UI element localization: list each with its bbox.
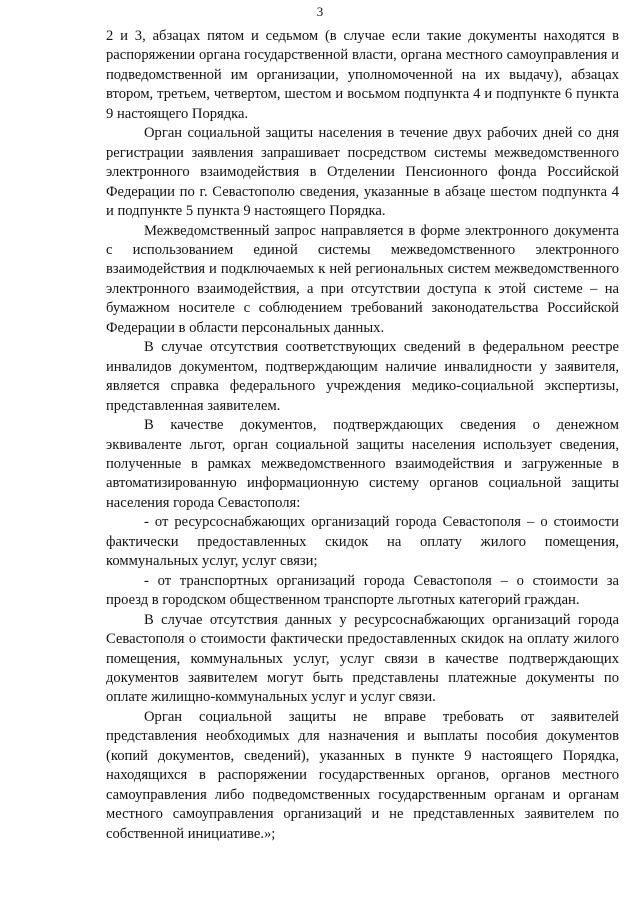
page-number: 3 (316, 4, 324, 19)
document-body (106, 27, 619, 844)
list-item-resource-organizations: - от ресурсоснабжающих организаций города Севастополя – о стоимости фактически предоставленных скидок на оплату жилого помещения, коммунальных услуг, услуг связи; (106, 514, 619, 570)
list-item-transport-organizations: - от транспортных организаций города Севастополя – о стоимости за проезд в городском общественном транспорте льготных категорий граждан. (106, 572, 619, 609)
paragraph-prohibition-requirements: Орган социальной защиты не вправе требовать от заявителей представления необходимых для назначения и выплаты пособия документов (копий документов, сведений), указанных в пункте 9 настоящего Порядка, находящихся в распоряжении государственных органов, органов местного самоуправления либо подведомственных государственным органам и органам местного самоуправления организаций и не представленных заявителем по собственной инициативе.»; (106, 708, 619, 842)
paragraph-continuation: 2 и 3, абзацах пятом и седьмом (в случае если такие документы находятся в распоряжении органа государственной власти, органа местного самоуправления и подведомственной им организации, уполномоченной на их выдачу), абзацах втором, третьем, четвертом, шестом и восьмом подпункта 4 и подпункте 6 пункта 9 настоящего Порядка. (106, 28, 619, 122)
paragraph-disability-certificate: В случае отсутствия соответствующих сведений в федеральном реестре инвалидов документом, подтверждающим наличие инвалидности у заявителя, является справка федерального учреждения медико-социальной экспертизы, представленная заявителем. (106, 339, 619, 414)
paragraph-payment-documents: В случае отсутствия данных у ресурсоснабжающих организаций города Севастополя о стоимости фактически предоставленных скидок на оплату жилого помещения, коммунальных услуг, услуг связи в качестве подтверждающих документов заявителем могут быть представлены платежные документы по оплате жилищно-коммунальных услуг и услуг связи. (106, 611, 619, 706)
paragraph-benefit-equivalent-sources: В качестве документов, подтверждающих сведения о денежном эквиваленте льгот, орган социальной защиты населения использует сведения, полученные в рамках межведомственного взаимодействия и загруженные в автоматизированную информационную систему органов социальной защиты населения города Севастополя: (106, 417, 619, 511)
paragraph-interagency-request-timing: Орган социальной защиты населения в течение двух рабочих дней со дня регистрации заявления запрашивает посредством системы межведомственного электронного взаимодействия в Отделении Пенсионного фонда Российской Федерации по г. Севастополю сведения, указанные в абзаце шестом подпункта 4 и подпункте 5 пункта 9 настоящего Порядка. (106, 125, 619, 220)
paragraph-interagency-request-form: Межведомственный запрос направляется в форме электронного документа с использованием единой системы межведомственного электронного взаимодействия и подключаемых к ней региональных систем межведомственного электронного взаимодействия, а при отсутствии доступа к этой системе – на бумажном носителе с соблюдением требований законодательства Российской Федерации в области персональных данных. (106, 222, 619, 336)
